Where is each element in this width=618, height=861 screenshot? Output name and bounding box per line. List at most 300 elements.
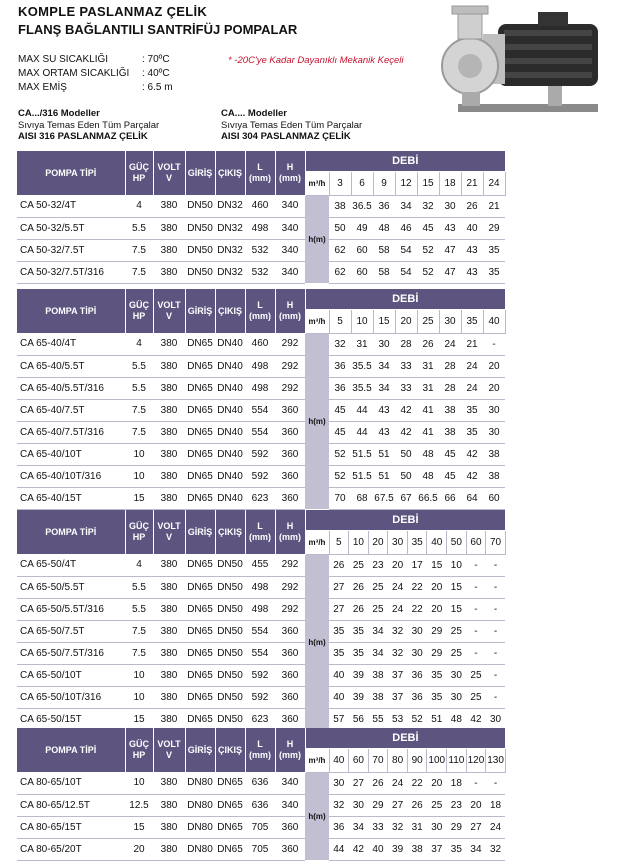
- head-value: 41: [417, 421, 439, 443]
- flow-value: 120: [466, 749, 486, 773]
- pump-inlet: DN65: [185, 598, 215, 620]
- pump-height: 292: [275, 377, 305, 399]
- head-value: 33: [395, 355, 417, 377]
- head-value: 31: [351, 333, 373, 355]
- head-value: 26: [461, 195, 483, 217]
- head-value: 38: [368, 664, 388, 686]
- pump-type: CA 80-65/15T: [17, 816, 125, 838]
- head-value: 45: [417, 217, 439, 239]
- pump-outlet: DN40: [215, 465, 245, 487]
- head-value: 30: [427, 816, 447, 838]
- pump-volt: 380: [153, 421, 185, 443]
- flow-value: 35: [461, 310, 483, 334]
- pump-inlet: DN65: [185, 664, 215, 686]
- head-value: 25: [427, 794, 447, 816]
- col-h: H (mm): [275, 151, 305, 195]
- head-value: 45: [439, 443, 461, 465]
- table-row: [17, 487, 505, 509]
- col-l: L (mm): [245, 728, 275, 772]
- pump-outlet: DN40: [215, 355, 245, 377]
- table-row: [17, 664, 505, 686]
- pump-type: CA 65-50/15T: [17, 708, 125, 730]
- col-guc: GÜÇ HP: [125, 510, 153, 554]
- head-value: 28: [439, 355, 461, 377]
- head-value: 56: [349, 708, 369, 730]
- table-row: [17, 465, 505, 487]
- head-value: 52: [329, 465, 351, 487]
- pump-height: 360: [275, 664, 305, 686]
- pump-outlet: DN40: [215, 399, 245, 421]
- head-value: 24: [388, 576, 408, 598]
- pump-inlet: DN50: [185, 261, 215, 283]
- pump-length: 554: [245, 620, 275, 642]
- spec-label: MAX EMİŞ: [18, 82, 67, 93]
- spec-value: : 40ºC: [142, 68, 170, 79]
- pump-hp: 10: [125, 465, 153, 487]
- pump-type: CA 80-65/12.5T: [17, 794, 125, 816]
- flow-value: 18: [439, 172, 461, 196]
- pump-outlet: DN50: [215, 642, 245, 664]
- pump-volt: 380: [153, 443, 185, 465]
- pump-volt: 380: [153, 195, 185, 217]
- pump-volt: 380: [153, 333, 185, 355]
- head-value: 27: [349, 772, 369, 794]
- col-h: H (mm): [275, 510, 305, 554]
- head-value: 27: [388, 794, 408, 816]
- head-value: 36: [407, 686, 427, 708]
- pump-length: 592: [245, 443, 275, 465]
- head-value: 32: [329, 794, 349, 816]
- pump-height: 360: [275, 708, 305, 730]
- head-value: 25: [466, 664, 486, 686]
- head-value: 52: [417, 261, 439, 283]
- pump-hp: 10: [125, 772, 153, 794]
- col-giris: GİRİŞ: [185, 728, 215, 772]
- head-value: 25: [368, 576, 388, 598]
- head-value: 35: [427, 664, 447, 686]
- pump-inlet: DN65: [185, 465, 215, 487]
- head-value: 38: [407, 838, 427, 860]
- pump-length: 532: [245, 261, 275, 283]
- head-value: 42: [461, 465, 483, 487]
- pump-length: 554: [245, 642, 275, 664]
- spec-value: : 70ºC: [142, 54, 170, 65]
- pump-hp: 15: [125, 487, 153, 509]
- head-value: 45: [329, 399, 351, 421]
- head-value: 34: [368, 642, 388, 664]
- pump-type: CA 65-40/4T: [17, 333, 125, 355]
- head-value: 33: [395, 377, 417, 399]
- pump-length: 498: [245, 355, 275, 377]
- head-value: 52: [329, 443, 351, 465]
- head-value: 34: [349, 816, 369, 838]
- head-value: 26: [329, 554, 349, 576]
- head-value: 40: [461, 217, 483, 239]
- pump-inlet: DN50: [185, 239, 215, 261]
- head-value: 48: [417, 465, 439, 487]
- head-value: 39: [349, 664, 369, 686]
- flow-value: 10: [351, 310, 373, 334]
- head-value: 34: [368, 620, 388, 642]
- head-value: 46: [395, 217, 417, 239]
- head-value: 28: [439, 377, 461, 399]
- pump-volt: 380: [153, 261, 185, 283]
- pump-outlet: DN40: [215, 421, 245, 443]
- head-value: 58: [373, 239, 395, 261]
- head-value: 32: [388, 620, 408, 642]
- pump-hp: 4: [125, 554, 153, 576]
- pump-outlet: DN65: [215, 838, 245, 860]
- flow-value: 40: [483, 310, 505, 334]
- col-h: H (mm): [275, 289, 305, 333]
- head-value: 24: [486, 816, 506, 838]
- pump-volt: 380: [153, 794, 185, 816]
- head-value: 50: [395, 465, 417, 487]
- col-giris: GİRİŞ: [185, 289, 215, 333]
- col-giris: GİRİŞ: [185, 510, 215, 554]
- head-value: 64: [461, 487, 483, 509]
- head-value: -: [466, 772, 486, 794]
- table-row: [17, 217, 505, 239]
- col-debi: DEBİ: [305, 151, 505, 172]
- flow-value: 15: [417, 172, 439, 196]
- pump-volt: 380: [153, 217, 185, 239]
- pump-type: CA 65-50/7.5T/316: [17, 642, 125, 664]
- pump-length: 554: [245, 421, 275, 443]
- col-debi: DEBİ: [305, 289, 505, 310]
- head-value: 20: [388, 554, 408, 576]
- table-row: [17, 642, 505, 664]
- head-value: 21: [483, 195, 505, 217]
- pump-inlet: DN65: [185, 487, 215, 509]
- pump-outlet: DN40: [215, 487, 245, 509]
- flow-value: 50: [447, 531, 467, 555]
- head-value: 15: [447, 576, 467, 598]
- head-value: 67.5: [373, 487, 395, 509]
- head-value: -: [486, 642, 506, 664]
- pump-hp: 7.5: [125, 620, 153, 642]
- flow-value: 80: [388, 749, 408, 773]
- head-value: 32: [417, 195, 439, 217]
- flow-value: 5: [329, 531, 349, 555]
- table-row: [17, 708, 505, 730]
- pump-height: 292: [275, 576, 305, 598]
- pump-length: 554: [245, 399, 275, 421]
- pump-hp: 4: [125, 195, 153, 217]
- head-value: 22: [407, 772, 427, 794]
- flow-unit-label: m³/h: [305, 172, 329, 196]
- flow-value: 40: [329, 749, 349, 773]
- pump-inlet: DN65: [185, 642, 215, 664]
- head-value: 51: [373, 443, 395, 465]
- pump-volt: 380: [153, 598, 185, 620]
- head-value: 31: [407, 816, 427, 838]
- head-value: 32: [486, 838, 506, 860]
- col-pompa-tipi: POMPA TİPİ: [17, 728, 125, 772]
- head-value: 51: [373, 465, 395, 487]
- table-row: [17, 261, 505, 283]
- head-value: 52: [407, 708, 427, 730]
- flow-value: 60: [466, 531, 486, 555]
- pump-type: CA 65-40/5.5T: [17, 355, 125, 377]
- spec-label: MAX SU SICAKLIĞI: [18, 54, 109, 65]
- model-title: CA.../316 Modeller: [18, 108, 100, 119]
- pump-inlet: DN65: [185, 355, 215, 377]
- head-value: 30: [349, 794, 369, 816]
- head-value: 70: [329, 487, 351, 509]
- head-value: 53: [388, 708, 408, 730]
- pump-table: [17, 728, 506, 861]
- head-value: 54: [395, 239, 417, 261]
- head-value: 43: [373, 421, 395, 443]
- head-value: 32: [329, 333, 351, 355]
- col-l: L (mm): [245, 151, 275, 195]
- flow-unit-label: m³/h: [305, 749, 329, 773]
- pump-hp: 5.5: [125, 355, 153, 377]
- pump-height: 360: [275, 686, 305, 708]
- head-value: 54: [395, 261, 417, 283]
- head-value: 66: [439, 487, 461, 509]
- pump-volt: 380: [153, 838, 185, 860]
- col-giris: GİRİŞ: [185, 151, 215, 195]
- table-row: [17, 598, 505, 620]
- col-debi: DEBİ: [305, 510, 505, 531]
- table-row: [17, 576, 505, 598]
- flow-value: 20: [368, 531, 388, 555]
- flow-value: 40: [427, 531, 447, 555]
- head-value: -: [466, 554, 486, 576]
- head-value: 58: [373, 261, 395, 283]
- pump-height: 360: [275, 465, 305, 487]
- head-value: 57: [329, 708, 349, 730]
- head-value: 27: [466, 816, 486, 838]
- pump-type: CA 65-40/15T: [17, 487, 125, 509]
- pump-height: 360: [275, 838, 305, 860]
- head-value: 20: [466, 794, 486, 816]
- pump-outlet: DN40: [215, 443, 245, 465]
- head-value: 31: [417, 355, 439, 377]
- head-value: 48: [447, 708, 467, 730]
- head-value: 25: [466, 686, 486, 708]
- pump-inlet: DN80: [185, 816, 215, 838]
- col-cikis: ÇIKIŞ: [215, 510, 245, 554]
- pump-length: 623: [245, 708, 275, 730]
- head-value: -: [486, 686, 506, 708]
- head-value: 48: [417, 443, 439, 465]
- head-value: 36: [329, 355, 351, 377]
- head-value: -: [486, 664, 506, 686]
- head-value: 45: [439, 465, 461, 487]
- pump-hp: 7.5: [125, 239, 153, 261]
- pump-type: CA 65-40/10T: [17, 443, 125, 465]
- model-304-info: [221, 108, 362, 143]
- pump-volt: 380: [153, 708, 185, 730]
- col-guc: GÜÇ HP: [125, 289, 153, 333]
- flow-value: 25: [417, 310, 439, 334]
- head-value: 20: [483, 377, 505, 399]
- flow-value: 70: [486, 531, 506, 555]
- head-value: 25: [447, 620, 467, 642]
- pump-hp: 7.5: [125, 261, 153, 283]
- flow-value: 60: [349, 749, 369, 773]
- head-value: 34: [373, 377, 395, 399]
- head-value: 50: [329, 217, 351, 239]
- head-value: 29: [427, 642, 447, 664]
- pump-inlet: DN65: [185, 399, 215, 421]
- table-row: [17, 554, 505, 576]
- pump-hp: 10: [125, 664, 153, 686]
- flow-value: 6: [351, 172, 373, 196]
- pump-inlet: DN65: [185, 576, 215, 598]
- flow-unit-label: m³/h: [305, 531, 329, 555]
- pump-length: 460: [245, 195, 275, 217]
- head-value: 31: [417, 377, 439, 399]
- pump-hp: 15: [125, 708, 153, 730]
- head-value: 23: [447, 794, 467, 816]
- head-value: 39: [388, 838, 408, 860]
- table-row: [17, 794, 505, 816]
- pump-type: CA 65-40/10T/316: [17, 465, 125, 487]
- table-row: [17, 620, 505, 642]
- pump-type: CA 80-65/20T: [17, 838, 125, 860]
- pump-volt: 380: [153, 620, 185, 642]
- head-value: 47: [439, 239, 461, 261]
- pump-type: CA 65-50/4T: [17, 554, 125, 576]
- head-value: 33: [368, 816, 388, 838]
- pump-table: [17, 151, 506, 284]
- head-value: 29: [368, 794, 388, 816]
- pump-type: CA 65-50/5.5T/316: [17, 598, 125, 620]
- flow-value: 30: [439, 310, 461, 334]
- head-value: 20: [427, 772, 447, 794]
- pump-height: 360: [275, 642, 305, 664]
- head-value: 37: [427, 838, 447, 860]
- pump-height: 340: [275, 195, 305, 217]
- pump-height: 360: [275, 487, 305, 509]
- head-value: 50: [395, 443, 417, 465]
- head-value: 35: [349, 642, 369, 664]
- flow-value: 12: [395, 172, 417, 196]
- head-value: 36: [407, 664, 427, 686]
- pump-inlet: DN80: [185, 772, 215, 794]
- pump-hp: 10: [125, 443, 153, 465]
- pump-inlet: DN65: [185, 686, 215, 708]
- head-value: 68: [351, 487, 373, 509]
- pump-outlet: DN32: [215, 261, 245, 283]
- pump-length: 592: [245, 686, 275, 708]
- pump-outlet: DN32: [215, 217, 245, 239]
- model-title: CA.... Modeller: [221, 108, 287, 119]
- pump-hp: 20: [125, 838, 153, 860]
- col-pompa-tipi: POMPA TİPİ: [17, 510, 125, 554]
- pump-type: CA 65-50/5.5T: [17, 576, 125, 598]
- model-material: AISI 316 PASLANMAZ ÇELİK: [18, 131, 148, 142]
- table-row: [17, 195, 505, 217]
- head-value: -: [486, 554, 506, 576]
- head-value: 29: [483, 217, 505, 239]
- head-value: -: [486, 620, 506, 642]
- pump-length: 592: [245, 664, 275, 686]
- head-value: 44: [329, 838, 349, 860]
- pump-inlet: DN65: [185, 708, 215, 730]
- pump-type: CA 80-65/10T: [17, 772, 125, 794]
- head-value: 35: [329, 642, 349, 664]
- head-value: 60: [351, 261, 373, 283]
- head-value: -: [483, 333, 505, 355]
- head-value: -: [486, 598, 506, 620]
- pump-volt: 380: [153, 686, 185, 708]
- page-title: KOMPLE PASLANMAZ ÇELİK: [18, 4, 208, 19]
- head-value: 25: [447, 642, 467, 664]
- head-value: 42: [461, 443, 483, 465]
- head-value: 24: [388, 772, 408, 794]
- head-value: 67: [395, 487, 417, 509]
- table-row: [17, 838, 505, 860]
- head-value: 38: [439, 399, 461, 421]
- head-value: 60: [483, 487, 505, 509]
- pump-length: 592: [245, 465, 275, 487]
- head-value: 44: [351, 421, 373, 443]
- model-desc: Sıvıya Temas Eden Tüm Parçalar: [18, 119, 160, 131]
- head-value: 32: [388, 642, 408, 664]
- head-value: 40: [329, 664, 349, 686]
- head-value: 29: [427, 620, 447, 642]
- head-value: 30: [447, 664, 467, 686]
- flow-value: 35: [407, 531, 427, 555]
- pump-hp: 5.5: [125, 576, 153, 598]
- head-value: 30: [407, 620, 427, 642]
- flow-value: 130: [486, 749, 506, 773]
- head-value: 32: [388, 816, 408, 838]
- pump-length: 498: [245, 217, 275, 239]
- flow-value: 110: [447, 749, 467, 773]
- model-desc: Sıvıya Temas Eden Tüm Parçalar: [221, 119, 363, 131]
- pump-type: CA 65-50/7.5T: [17, 620, 125, 642]
- pump-inlet: DN80: [185, 838, 215, 860]
- head-value: 51.5: [351, 465, 373, 487]
- pump-length: 623: [245, 487, 275, 509]
- pump-hp: 15: [125, 816, 153, 838]
- head-value: 23: [368, 554, 388, 576]
- pump-table: [17, 289, 506, 510]
- pump-inlet: DN65: [185, 620, 215, 642]
- flow-value: 90: [407, 749, 427, 773]
- head-value: 30: [329, 772, 349, 794]
- pump-volt: 380: [153, 772, 185, 794]
- head-value: 43: [461, 239, 483, 261]
- pump-height: 340: [275, 772, 305, 794]
- pump-hp: 7.5: [125, 421, 153, 443]
- pump-outlet: DN50: [215, 664, 245, 686]
- head-value: -: [486, 576, 506, 598]
- page-subtitle: FLANŞ BAĞLANTILI SANTRİFÜJ POMPALAR: [18, 22, 298, 37]
- table-row: [17, 686, 505, 708]
- head-value: 30: [483, 421, 505, 443]
- pump-volt: 380: [153, 465, 185, 487]
- pump-volt: 380: [153, 642, 185, 664]
- head-value: 35: [461, 421, 483, 443]
- pump-type: CA 50-32/7.5T/316: [17, 261, 125, 283]
- table-row: [17, 399, 505, 421]
- pump-type: CA 65-40/7.5T: [17, 399, 125, 421]
- head-value: 15: [427, 554, 447, 576]
- pump-outlet: DN32: [215, 239, 245, 261]
- specs-list: [18, 53, 173, 95]
- pump-volt: 380: [153, 355, 185, 377]
- head-value: 20: [427, 576, 447, 598]
- table-row: [17, 421, 505, 443]
- pump-hp: 7.5: [125, 642, 153, 664]
